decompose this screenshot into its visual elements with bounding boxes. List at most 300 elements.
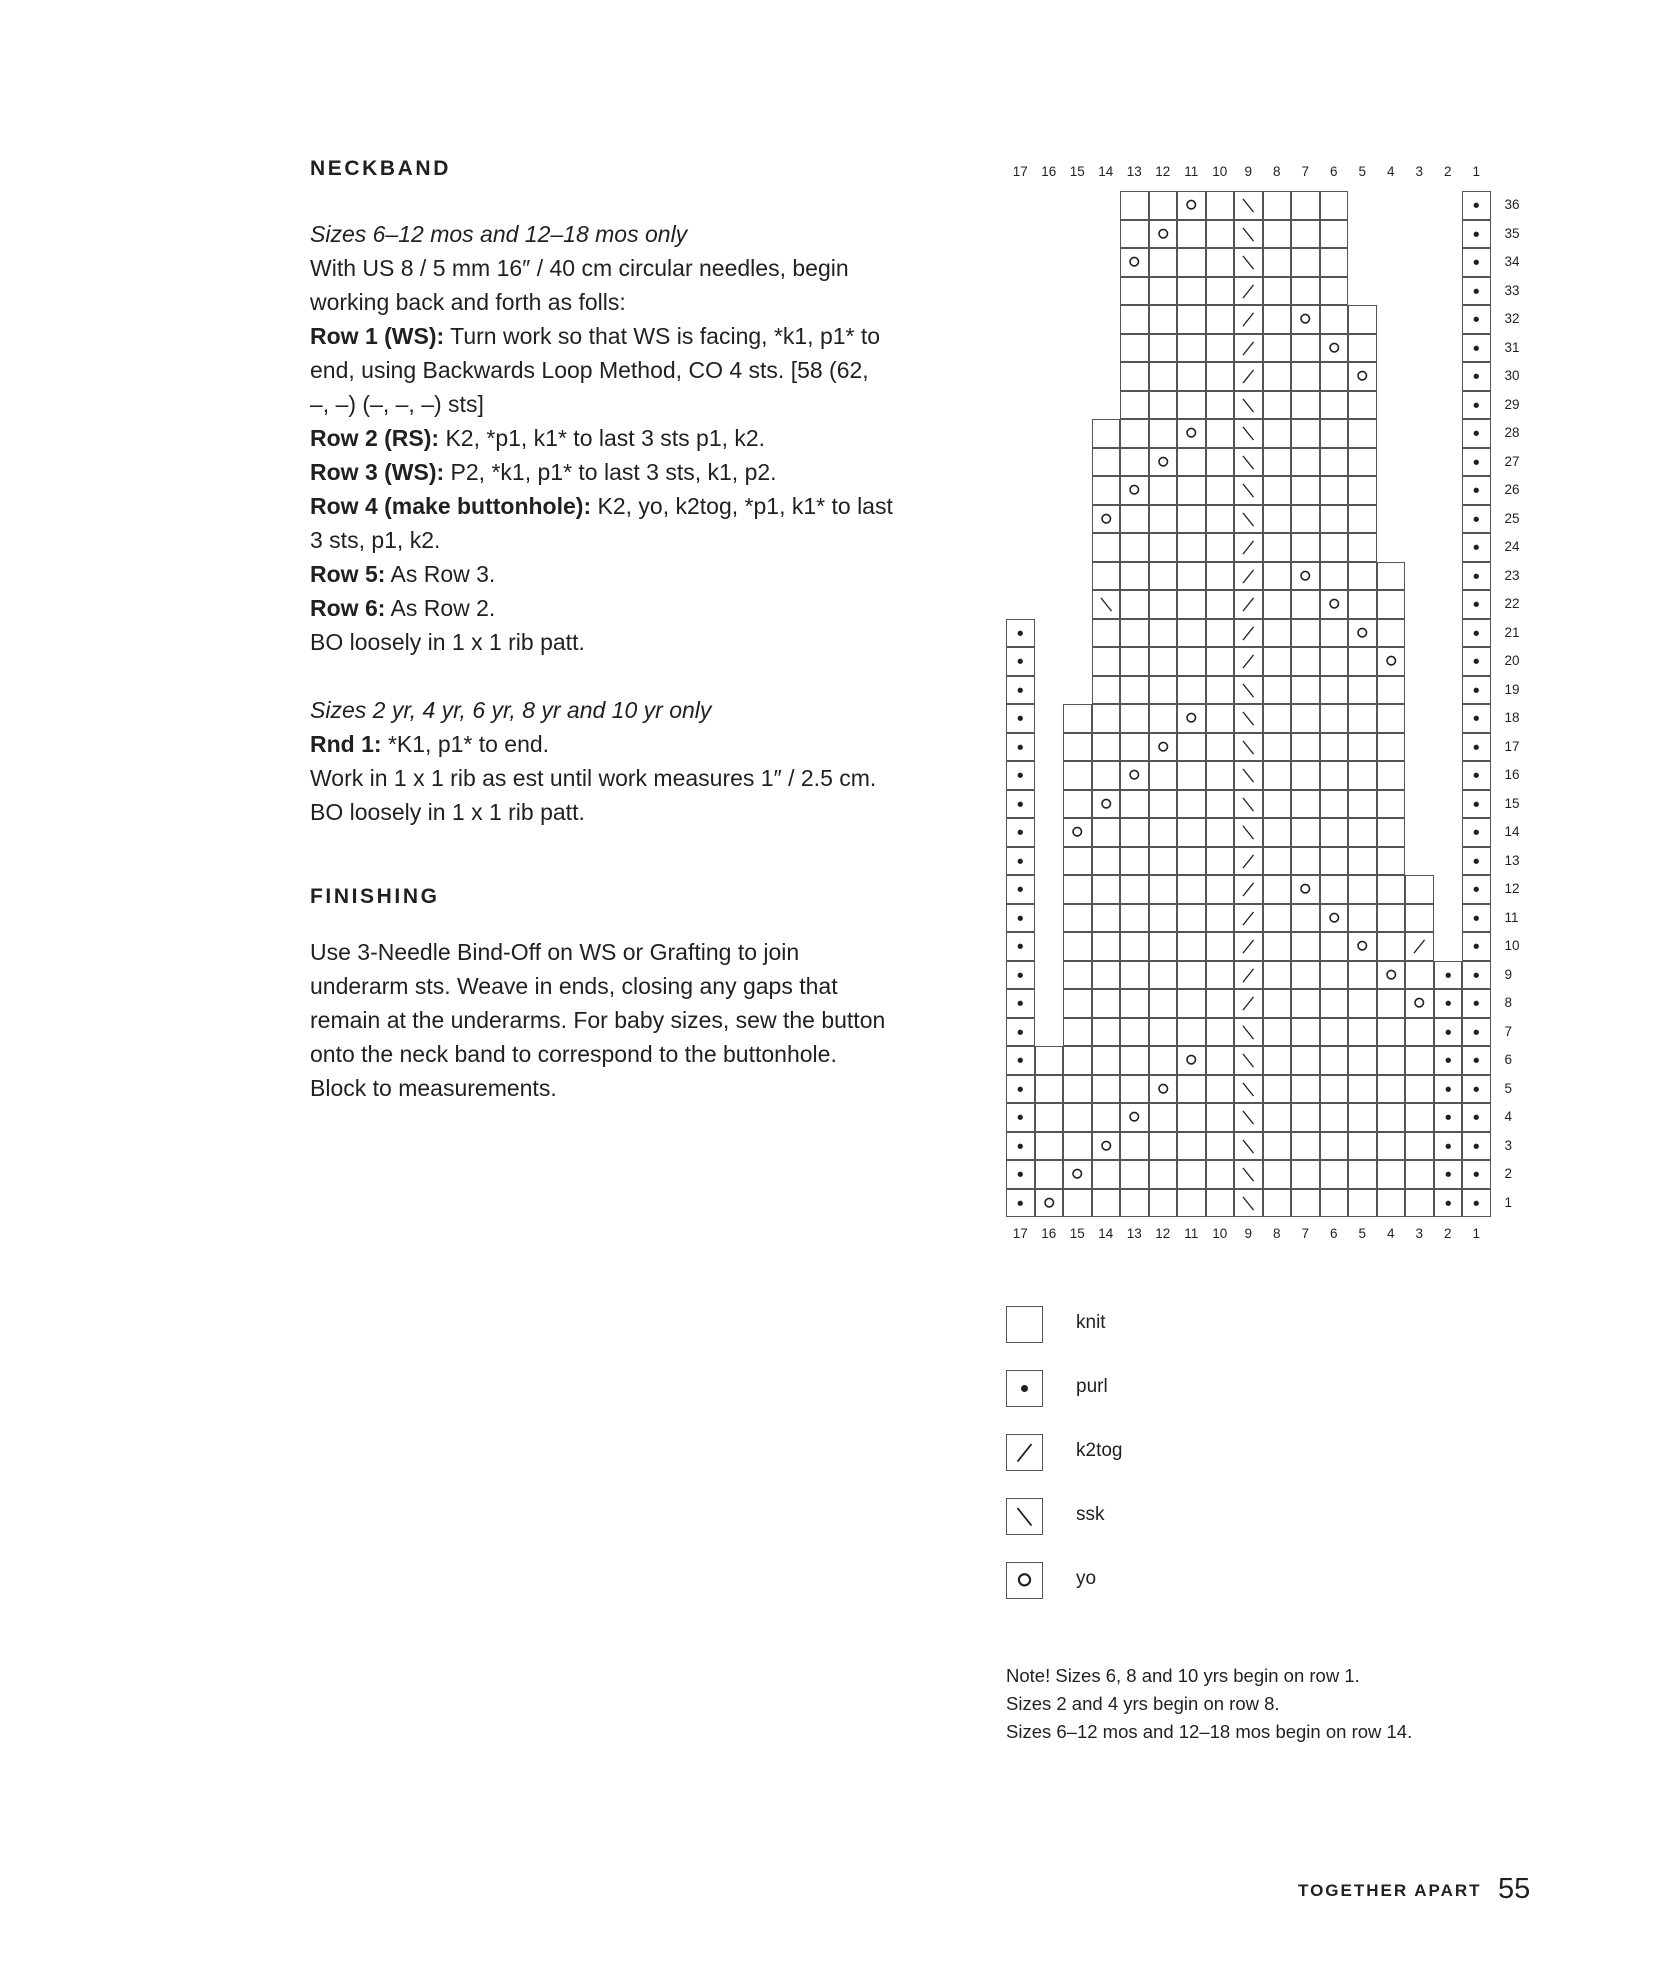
row-number: 23 [1504,567,1520,583]
chart-cell-knit [1092,533,1121,562]
chart-cell-knit [1206,248,1235,277]
chart-cell-purl [1462,961,1491,990]
chart-cell-knit [1291,505,1320,534]
purl-dot-icon [1463,990,1490,1017]
ssk-backslash-icon [1235,1133,1262,1160]
chart-cell-k2tog [1234,961,1263,990]
yo-circle-icon [1378,962,1405,989]
chart-cell-knit [1320,505,1349,534]
purl-dot-icon [1007,705,1034,732]
row-number: 28 [1504,425,1520,440]
chart-cell-knit [1092,1046,1121,1075]
chart-cell-knit [1348,305,1377,334]
chart-cell-knit [1377,847,1406,876]
column-number-bottom: 14 [1098,1226,1114,1241]
chart-cell-knit [1263,305,1292,334]
purl-dot-icon [1463,1190,1490,1217]
chart-cell-k2tog [1234,590,1263,619]
chart-cell-knit [1149,562,1178,591]
purl-dot-icon [1435,962,1462,989]
chart-cell-yo [1177,1046,1206,1075]
chart-cell-knit [1320,562,1349,591]
chart-cell-knit [1320,1160,1349,1189]
chart-cell-purl [1434,1189,1463,1218]
chart-cell-knit [1348,818,1377,847]
chart-cell-ssk [1234,448,1263,477]
yo-circle-icon [1121,762,1148,789]
chart-cell-knit [1177,590,1206,619]
instruction-line [310,319,893,353]
instruction-text: end, using Backwards Loop Method, CO 4 sts. [58 (62, [310,357,869,383]
chart-cell-ssk [1234,1018,1263,1047]
row-number: 27 [1504,453,1520,469]
chart-cell-knit [1092,448,1121,477]
row-number: 16 [1504,767,1520,782]
chart-cell-purl [1462,676,1491,705]
chart-cell-purl [1006,875,1035,904]
chart-cell-knit [1177,961,1206,990]
chart-cell-purl [1006,676,1035,705]
chart-cell-knit [1263,1075,1292,1104]
k2tog-slash-icon [1235,563,1262,590]
ssk-backslash-icon [1235,477,1262,504]
chart-cell-knit [1348,1132,1377,1161]
chart-cell-knit [1177,248,1206,277]
instruction-line [310,591,893,625]
chart-cell-knit [1263,989,1292,1018]
chart-cell-knit [1291,391,1320,420]
chart-cell-ssk [1234,704,1263,733]
chart-cell-knit [1320,647,1349,676]
note-line: Sizes 2 and 4 yrs begin on row 8. [1006,1693,1280,1714]
chart-cell-purl [1006,1103,1035,1132]
chart-cell-knit [1149,1189,1178,1218]
chart-cell-knit [1092,1103,1121,1132]
chart-cell-purl [1462,761,1491,790]
chart-cell-purl [1006,818,1035,847]
chart-cell-knit [1206,847,1235,876]
chart-cell-knit [1348,647,1377,676]
chart-cell-knit [1177,875,1206,904]
chart-cell-yo [1348,362,1377,391]
finishing-line: remain at the underarms. For baby sizes, sew the button [310,1007,886,1033]
column-number-bottom: 17 [1012,1226,1028,1241]
chart-cell-knit [1206,1046,1235,1075]
chart-cell-knit [1035,1132,1064,1161]
chart-cell-knit [1120,704,1149,733]
chart-cell-k2tog [1234,875,1263,904]
purl-dot-icon [1463,249,1490,276]
instruction-line [310,761,876,795]
chart-cell-knit [1206,191,1235,220]
chart-cell-knit [1206,818,1235,847]
row-number: 7 [1504,1023,1513,1039]
k2tog-slash-icon [1235,534,1262,561]
k2tog-slash-icon [1006,1434,1043,1471]
chart-cell-knit [1320,761,1349,790]
chart-cell-knit [1206,1103,1235,1132]
chart-cell-yo [1120,761,1149,790]
chart-cell-knit [1149,647,1178,676]
chart-cell-knit [1320,419,1349,448]
note-line: Note! Sizes 6, 8 and 10 yrs begin on row 1. [1006,1665,1360,1686]
legend-label: ssk [1076,1504,1105,1525]
k2tog-slash-icon [1235,933,1262,960]
chart-cell-knit [1177,818,1206,847]
chart-cell-k2tog [1234,932,1263,961]
chart-cell-knit [1320,733,1349,762]
chart-cell-knit [1377,1075,1406,1104]
yo-circle-icon [1093,1133,1120,1160]
chart-cell-ssk [1234,1046,1263,1075]
chart-cell-knit [1177,1189,1206,1218]
chart-cell-knit [1320,362,1349,391]
chart-cell-knit [1063,989,1092,1018]
chart-cell-knit [1291,220,1320,249]
child-sizes-lines [310,727,876,829]
knit-icon [1006,1306,1043,1343]
purl-dot-icon [1007,1161,1034,1188]
chart-cell-yo [1377,961,1406,990]
chart-cell-knit [1149,989,1178,1018]
instruction-text: *K1, p1* to end. [381,731,550,757]
chart-cell-knit [1320,619,1349,648]
purl-dot-icon [1463,962,1490,989]
chart-cell-knit [1405,1018,1434,1047]
chart-cell-knit [1320,932,1349,961]
yo-circle-icon [1349,933,1376,960]
purl-dot-icon [1463,563,1490,590]
chart-cell-purl [1462,733,1491,762]
row-number: 1 [1504,1194,1513,1210]
chart-cell-purl [1006,1075,1035,1104]
chart-cell-knit [1263,476,1292,505]
chart-cell-ssk [1234,1189,1263,1218]
chart-cell-knit [1263,932,1292,961]
chart-cell-purl [1462,590,1491,619]
chart-cell-knit [1120,1046,1149,1075]
yo-circle-icon [1006,1562,1043,1599]
chart-cell-yo [1320,904,1349,933]
yo-circle-icon [1321,905,1348,932]
row-number: 30 [1504,368,1520,383]
chart-cell-knit [1035,1103,1064,1132]
yo-circle-icon [1064,1161,1091,1188]
purl-dot-icon [1007,962,1034,989]
chart-cell-knit [1063,1075,1092,1104]
chart-cell-purl [1434,1132,1463,1161]
chart-cell-knit [1405,1103,1434,1132]
chart-cell-knit [1263,790,1292,819]
purl-dot-icon [1463,392,1490,419]
instruction-line [310,455,893,489]
chart-cell-knit [1263,733,1292,762]
chart-cell-knit [1320,476,1349,505]
chart-cell-purl [1006,761,1035,790]
chart-cell-ssk [1234,191,1263,220]
row-number: 18 [1504,710,1520,725]
chart-cell-knit [1177,305,1206,334]
instruction-line [310,387,893,421]
chart-cell-knit [1149,419,1178,448]
chart-cell-knit [1206,704,1235,733]
purl-dot-icon [1435,1019,1462,1046]
chart-cell-knit [1263,619,1292,648]
column-number-bottom: 9 [1244,1226,1252,1241]
column-number-bottom: 7 [1301,1226,1309,1241]
chart-cell-knit [1263,761,1292,790]
k2tog-slash-icon [1235,848,1262,875]
chart-cell-knit [1206,761,1235,790]
column-number-bottom: 6 [1329,1226,1338,1241]
chart-cell-yo [1149,733,1178,762]
chart-cell-knit [1348,1103,1377,1132]
purl-dot-icon [1007,791,1034,818]
chart-cell-purl [1462,248,1491,277]
chart-cell-knit [1377,619,1406,648]
chart-cell-knit [1149,305,1178,334]
chart-cell-knit [1092,704,1121,733]
purl-dot-icon [1463,534,1490,561]
chart-cell-knit [1063,847,1092,876]
row-number: 33 [1504,282,1520,298]
chart-cell-knit [1320,818,1349,847]
chart-cell-ssk [1234,790,1263,819]
chart-cell-knit [1120,1018,1149,1047]
purl-dot-icon [1435,1133,1462,1160]
chart-cell-knit [1063,733,1092,762]
chart-cell-knit [1092,1160,1121,1189]
chart-cell-knit [1206,619,1235,648]
chart-cell-yo [1120,1103,1149,1132]
row-number: 5 [1504,1080,1513,1096]
chart-cell-purl [1006,1018,1035,1047]
chart-cell-knit [1263,419,1292,448]
chart-cell-knit [1120,334,1149,363]
column-number-top: 15 [1069,164,1085,179]
chart-cell-knit [1320,1189,1349,1218]
chart-cell-knit [1063,904,1092,933]
row-number: 26 [1504,482,1520,497]
chart-cell-knit [1263,1132,1292,1161]
chart-cell-knit [1092,476,1121,505]
chart-cell-purl [1434,1160,1463,1189]
chart-cell-knit [1092,1018,1121,1047]
finishing-paragraph [310,935,885,1105]
chart-cell-yo [1291,875,1320,904]
instruction-line [310,285,893,319]
finishing-heading: FINISHING [310,885,440,908]
chart-cell-knit [1149,932,1178,961]
instruction-text: P2, *k1, p1* to last 3 sts, k1, p2. [444,459,777,485]
chart-cell-knit [1291,334,1320,363]
chart-cell-knit [1149,704,1178,733]
chart-cell-knit [1206,961,1235,990]
chart-cell-knit [1291,448,1320,477]
chart-cell-knit [1348,733,1377,762]
chart-cell-knit [1320,704,1349,733]
chart-cell-knit [1206,305,1235,334]
chart-cell-knit [1377,790,1406,819]
column-number-bottom: 8 [1272,1226,1281,1241]
instruction-line [310,557,893,591]
chart-cell-knit [1405,1046,1434,1075]
k2tog-slash-icon [1235,876,1262,903]
purl-dot-icon [1007,1076,1034,1103]
chart-cell-knit [1320,875,1349,904]
chart-cell-knit [1120,448,1149,477]
chart-cell-knit [1120,647,1149,676]
chart-cell-k2tog [1234,305,1263,334]
chart-cell-knit [1177,391,1206,420]
purl-dot-icon [1463,933,1490,960]
chart-cell-yo [1035,1189,1064,1218]
column-number-top: 4 [1386,164,1395,179]
chart-cell-knit [1092,818,1121,847]
ssk-backslash-icon [1235,449,1262,476]
chart-cell-knit [1348,334,1377,363]
chart-cell-knit [1348,1075,1377,1104]
row-number: 4 [1504,1109,1513,1124]
chart-cell-ssk [1092,590,1121,619]
chart-cell-knit [1291,676,1320,705]
chart-cell-purl [1006,932,1035,961]
chart-cell-ssk [1234,419,1263,448]
chart-cell-knit [1206,1132,1235,1161]
column-number-bottom: 5 [1358,1226,1366,1241]
column-number-bottom: 2 [1443,1226,1452,1241]
chart-cell-knit [1177,448,1206,477]
column-number-top: 11 [1184,164,1199,179]
chart-cell-knit [1092,619,1121,648]
instruction-line [310,251,893,285]
instruction-text: BO loosely in 1 x 1 rib patt. [310,799,585,825]
chart-cell-knit [1149,362,1178,391]
yo-circle-icon [1292,306,1319,333]
chart-cell-knit [1149,1103,1178,1132]
row-number: 35 [1504,225,1520,241]
chart-cell-purl [1434,1103,1463,1132]
chart-cell-knit [1149,248,1178,277]
chart-cell-k2tog [1234,277,1263,306]
ssk-backslash-icon [1235,221,1262,248]
row-number: 25 [1504,510,1520,526]
chart-cell-knit [1263,818,1292,847]
purl-dot-icon [1463,762,1490,789]
chart-cell-knit [1348,505,1377,534]
chart-cell-knit [1120,391,1149,420]
row-number: 21 [1504,624,1520,640]
k2tog-slash-icon [1235,620,1262,647]
chart-cell-knit [1263,961,1292,990]
ssk-backslash-icon [1235,791,1262,818]
chart-cell-knit [1177,619,1206,648]
ssk-backslash-icon [1235,420,1262,447]
chart-cell-k2tog [1234,533,1263,562]
chart-cell-ssk [1234,476,1263,505]
column-number-top: 6 [1329,164,1338,179]
row-number: 29 [1504,396,1520,412]
chart-cell-purl [1434,1018,1463,1047]
chart-cell-purl [1006,989,1035,1018]
k2tog-slash-icon [1235,363,1262,390]
instruction-line [310,489,893,523]
ssk-backslash-icon [1235,249,1262,276]
chart-cell-knit [1206,448,1235,477]
chart-cell-knit [1092,989,1121,1018]
yo-circle-icon [1178,192,1205,219]
chart-cell-knit [1120,1132,1149,1161]
column-number-top: 9 [1244,164,1252,179]
chart-cell-knit [1263,220,1292,249]
chart-cell-k2tog [1234,847,1263,876]
chart-cell-yo [1405,989,1434,1018]
instruction-label: Rnd 1: [310,731,382,757]
chart-cell-knit [1291,1189,1320,1218]
yo-circle-icon [1178,420,1205,447]
purl-dot-icon [1463,677,1490,704]
chart-cell-knit [1149,1046,1178,1075]
chart-cell-knit [1291,1132,1320,1161]
chart-cell-knit [1291,932,1320,961]
chart-cell-knit [1348,533,1377,562]
chart-cell-yo [1092,790,1121,819]
chart-cell-knit [1377,932,1406,961]
ssk-backslash-icon [1235,1047,1262,1074]
chart-cell-knit [1320,790,1349,819]
purl-dot-icon [1463,848,1490,875]
chart-cell-knit [1291,191,1320,220]
purl-dot-icon [1007,1104,1034,1131]
chart-cell-knit [1120,1160,1149,1189]
k2tog-slash-icon [1235,306,1262,333]
chart-cell-knit [1206,932,1235,961]
yo-circle-icon [1150,449,1177,476]
chart-cell-knit [1063,761,1092,790]
chart-cell-knit [1177,1075,1206,1104]
chart-cell-knit [1177,1018,1206,1047]
chart-cell-purl [1462,533,1491,562]
column-number-bottom: 15 [1069,1226,1085,1241]
chart-cell-knit [1035,1046,1064,1075]
column-number-top: 14 [1098,164,1114,179]
chart-cell-knit [1206,334,1235,363]
row-number: 20 [1504,653,1520,668]
chart-cell-knit [1149,191,1178,220]
chart-cell-knit [1206,220,1235,249]
chart-cell-knit [1405,1189,1434,1218]
chart-cell-knit [1120,191,1149,220]
ssk-backslash-icon [1235,392,1262,419]
row-number: 34 [1504,254,1520,269]
chart-cell-knit [1348,1046,1377,1075]
purl-dot-icon [1463,1047,1490,1074]
purl-dot-icon [1463,791,1490,818]
purl-dot-icon [1463,620,1490,647]
purl-dot-icon [1463,905,1490,932]
chart-cell-purl [1462,1189,1491,1218]
neckband-child-sizes [310,693,876,829]
yo-circle-icon [1036,1190,1063,1217]
chart-cell-knit [1177,904,1206,933]
chart-cell-knit [1120,562,1149,591]
chart-cell-knit [1263,334,1292,363]
chart-cell-knit [1263,647,1292,676]
instruction-text: K2, yo, k2tog, *p1, k1* to last [591,493,893,519]
k2tog-slash-icon [1235,591,1262,618]
chart-cell-knit [1206,1018,1235,1047]
chart-cell-knit [1320,277,1349,306]
